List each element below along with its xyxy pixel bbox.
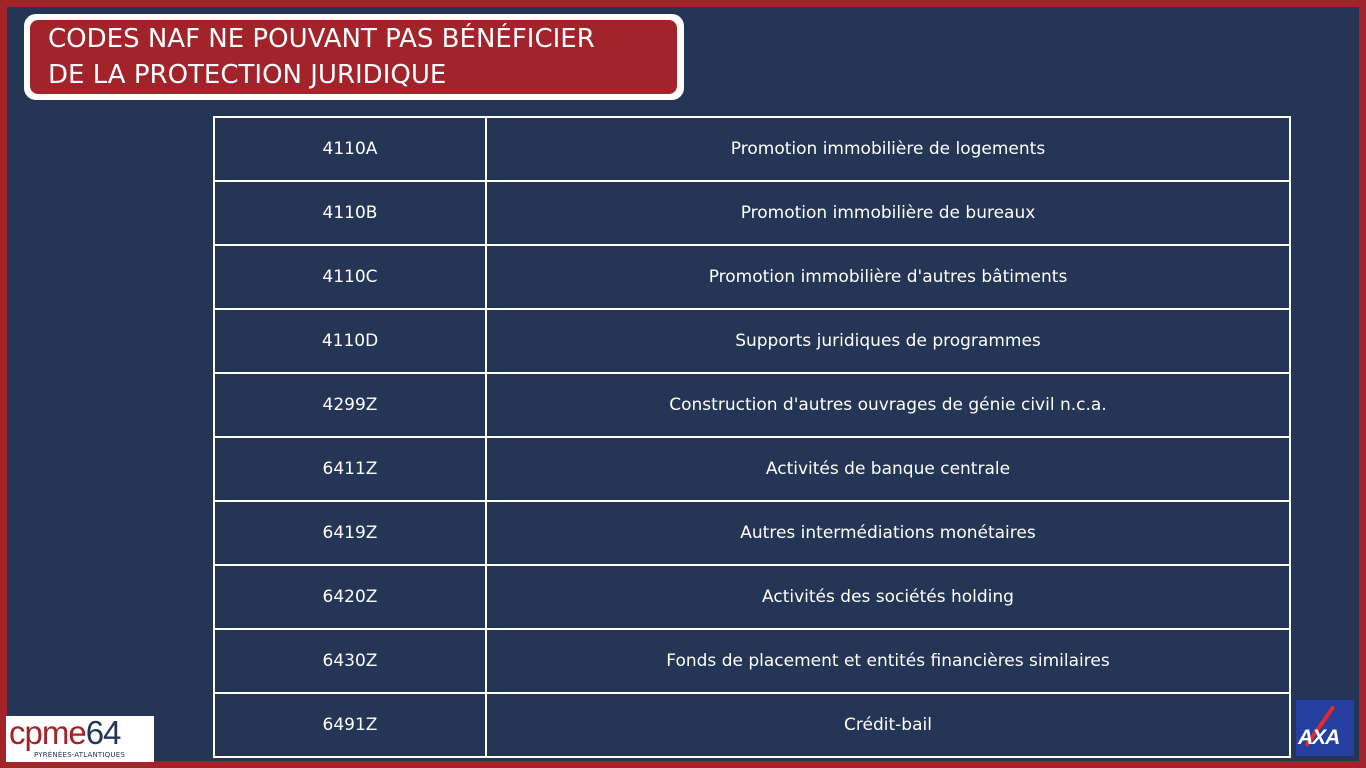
- table-row: [214, 117, 1290, 181]
- naf-code-cell: 6419Z: [214, 501, 486, 565]
- naf-code-cell: 4110B: [214, 181, 486, 245]
- naf-code-cell: 4110D: [214, 309, 486, 373]
- cpme-logo-text: cpme: [9, 714, 86, 751]
- axa-logo: [1296, 700, 1354, 756]
- axa-logo-text: AXA: [1298, 726, 1340, 749]
- table-row: [214, 501, 1290, 565]
- naf-code-cell: 4110A: [214, 117, 486, 181]
- naf-code-cell: 4110C: [214, 245, 486, 309]
- naf-code-cell: 4299Z: [214, 373, 486, 437]
- table-row: [214, 693, 1290, 757]
- cpme-logo-subtitle: PYRÉNÉES-ATLANTIQUES: [34, 751, 125, 759]
- naf-code-cell: 6491Z: [214, 693, 486, 757]
- naf-code-cell: 6411Z: [214, 437, 486, 501]
- naf-code-cell: 6420Z: [214, 565, 486, 629]
- activity-label-cell: Promotion immobilière d'autres bâtiments: [486, 245, 1290, 309]
- cpme-logo: [6, 716, 154, 762]
- activity-label-cell: Crédit-bail: [486, 693, 1290, 757]
- activity-label-cell: Activités des sociétés holding: [486, 565, 1290, 629]
- table-row: [214, 309, 1290, 373]
- activity-label-cell: Promotion immobilière de bureaux: [486, 181, 1290, 245]
- activity-label-cell: Fonds de placement et entités financières similaires: [486, 629, 1290, 693]
- activity-label-cell: Activités de banque centrale: [486, 437, 1290, 501]
- title-line-2: DE LA PROTECTION JURIDIQUE: [48, 60, 447, 90]
- table-row: [214, 373, 1290, 437]
- title-banner-inner: [30, 20, 677, 94]
- table-row: [214, 181, 1290, 245]
- table-row: [214, 245, 1290, 309]
- table-row: [214, 565, 1290, 629]
- title-banner: [24, 14, 684, 100]
- table-row: [214, 437, 1290, 501]
- cpme-logo-wordmark: [9, 714, 120, 752]
- activity-label-cell: Supports juridiques de programmes: [486, 309, 1290, 373]
- table-row: [214, 629, 1290, 693]
- activity-label-cell: Construction d'autres ouvrages de génie civil n.c.a.: [486, 373, 1290, 437]
- activity-label-cell: Autres intermédiations monétaires: [486, 501, 1290, 565]
- cpme-logo-number: 64: [85, 714, 121, 751]
- activity-label-cell: Promotion immobilière de logements: [486, 117, 1290, 181]
- title-line-1: CODES NAF NE POUVANT PAS BÉNÉFICIER: [48, 24, 595, 54]
- naf-code-cell: 6430Z: [214, 629, 486, 693]
- naf-codes-table: [213, 116, 1291, 758]
